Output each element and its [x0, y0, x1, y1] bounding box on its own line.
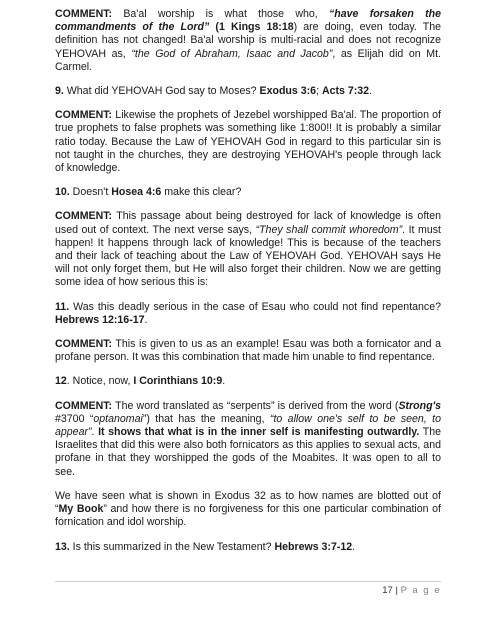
text-run: The word translated as “serpents” is derived from the word (	[112, 399, 399, 412]
question-text: Was this deadly serious in the case of Esau who could not find repentance?	[69, 300, 441, 313]
text-run: (	[209, 21, 219, 34]
text-run: #3700 “	[55, 412, 94, 425]
text-run: ) are doing, even today. The definition has not changed! Ba'al worship is multi-racial and does not recognize YEHOVAH as,	[55, 21, 442, 60]
text-run: The Israelites that did this were also both fornicators as this applies to sexual acts, and profane in that they worshipped the gods of the Moabites. It was open to all to see.	[55, 426, 441, 478]
question-9	[55, 85, 441, 98]
strongs-label: Strong's	[398, 399, 441, 412]
text-run: .	[222, 375, 226, 388]
greek-word: optanomai	[93, 412, 143, 425]
question-13	[55, 541, 441, 554]
text-run: , as Elijah did on Mt. Carmel.	[55, 47, 442, 73]
page-word: P a g e	[400, 585, 441, 596]
page-body	[55, 8, 441, 565]
text-run: .	[144, 313, 148, 326]
comment-paragraph-jezebel	[55, 109, 441, 175]
page-number: 17	[382, 585, 393, 596]
question-number: 13.	[55, 540, 70, 553]
emphasis-text: It shows that what is in the inner self is manifesting outwardly.	[98, 426, 420, 439]
quote-text: “have forsaken the commandments of the Lord”	[55, 8, 441, 34]
text-run: This is given to us as an example! Esau was both a fornicator and a profane person. It was this combination that made him unable to find repentance.	[55, 338, 441, 364]
comment-paragraph-knowledge	[55, 210, 441, 289]
page-footer	[55, 581, 441, 596]
quote-text: “They shall commit whoredom”	[255, 223, 403, 236]
text-run: ;	[316, 85, 322, 98]
scripture-reference: Hebrews 3:7-12	[274, 540, 353, 553]
comment-label: COMMENT:	[55, 8, 113, 20]
scripture-reference: 1 Kings 18:18	[218, 21, 294, 34]
comment-paragraph-baal	[55, 8, 441, 74]
question-text: . Notice, now,	[66, 375, 134, 388]
emphasis-text: My Book	[58, 503, 104, 516]
scripture-reference: I Corinthians 10:9	[133, 375, 223, 388]
question-text: What did YEHOVAH God say to Moses?	[63, 85, 260, 98]
question-11	[55, 301, 441, 327]
comment-label: COMMENT:	[55, 109, 113, 122]
comment-label: COMMENT:	[55, 338, 113, 351]
comment-label: COMMENT:	[55, 210, 113, 223]
question-text: Doesn't	[69, 186, 112, 199]
footer-separator: |	[395, 585, 398, 596]
question-10	[55, 186, 441, 199]
text-run: ”) that has the meaning,	[142, 412, 270, 425]
question-12	[55, 375, 441, 388]
text-run: .	[91, 426, 99, 439]
question-number: 12	[55, 375, 67, 388]
paragraph-exodus-32	[55, 490, 441, 530]
text-run: make this clear?	[161, 186, 242, 199]
text-run: .	[369, 85, 373, 98]
scripture-reference: Exodus 3:6	[259, 85, 317, 98]
quote-text: “the God of Abraham, Isaac and Jacob”	[131, 47, 333, 60]
scripture-reference: Hebrews 12:16-17	[55, 313, 145, 326]
text-run: .	[352, 540, 356, 553]
scripture-reference: Acts 7:32	[321, 85, 370, 98]
question-number: 9.	[55, 85, 64, 98]
text-run: Ba'al worship is what those who,	[112, 8, 329, 20]
text-run: This passage about being destroyed for lack of knowledge is often used out of context. The next verse says,	[55, 210, 441, 236]
text-run: Likewise the prophets of Jezebel worshipped Ba'al. The proportion of true prophets to false prophets was something like 1:800!! It is probably a similar ratio today. Because the Law of YEHOVAH God in regard to this particular sin is not taught in the churches, they are destroying YEHOVAH's people through lack of knowledge.	[55, 109, 441, 175]
question-number: 11.	[55, 300, 70, 313]
quote-text: “to allow one's self to be seen, to appear”	[55, 412, 441, 439]
question-text: Is this summarized in the New Testament?	[69, 540, 275, 553]
scripture-reference: Hosea 4:6	[111, 186, 162, 199]
comment-paragraph-serpents	[55, 400, 441, 479]
text-run: ” and how there is no forgiveness for this one particular combination of fornication and idol worship.	[55, 503, 441, 529]
comment-paragraph-esau	[55, 338, 441, 364]
text-run: . It must happen! It happens through lack of knowledge! This is because of the teachers and their lack of teaching about the Law of YEHOVAH God. YEHOVAH says He will not only forget them, but He will also forget their children. Now we are getting some idea of how serious this is:	[55, 223, 441, 289]
comment-label: COMMENT:	[55, 399, 113, 412]
question-number: 10.	[55, 186, 70, 199]
text-run: We have seen what is shown in Exodus 32 as to how names are blotted out of “	[55, 489, 441, 516]
